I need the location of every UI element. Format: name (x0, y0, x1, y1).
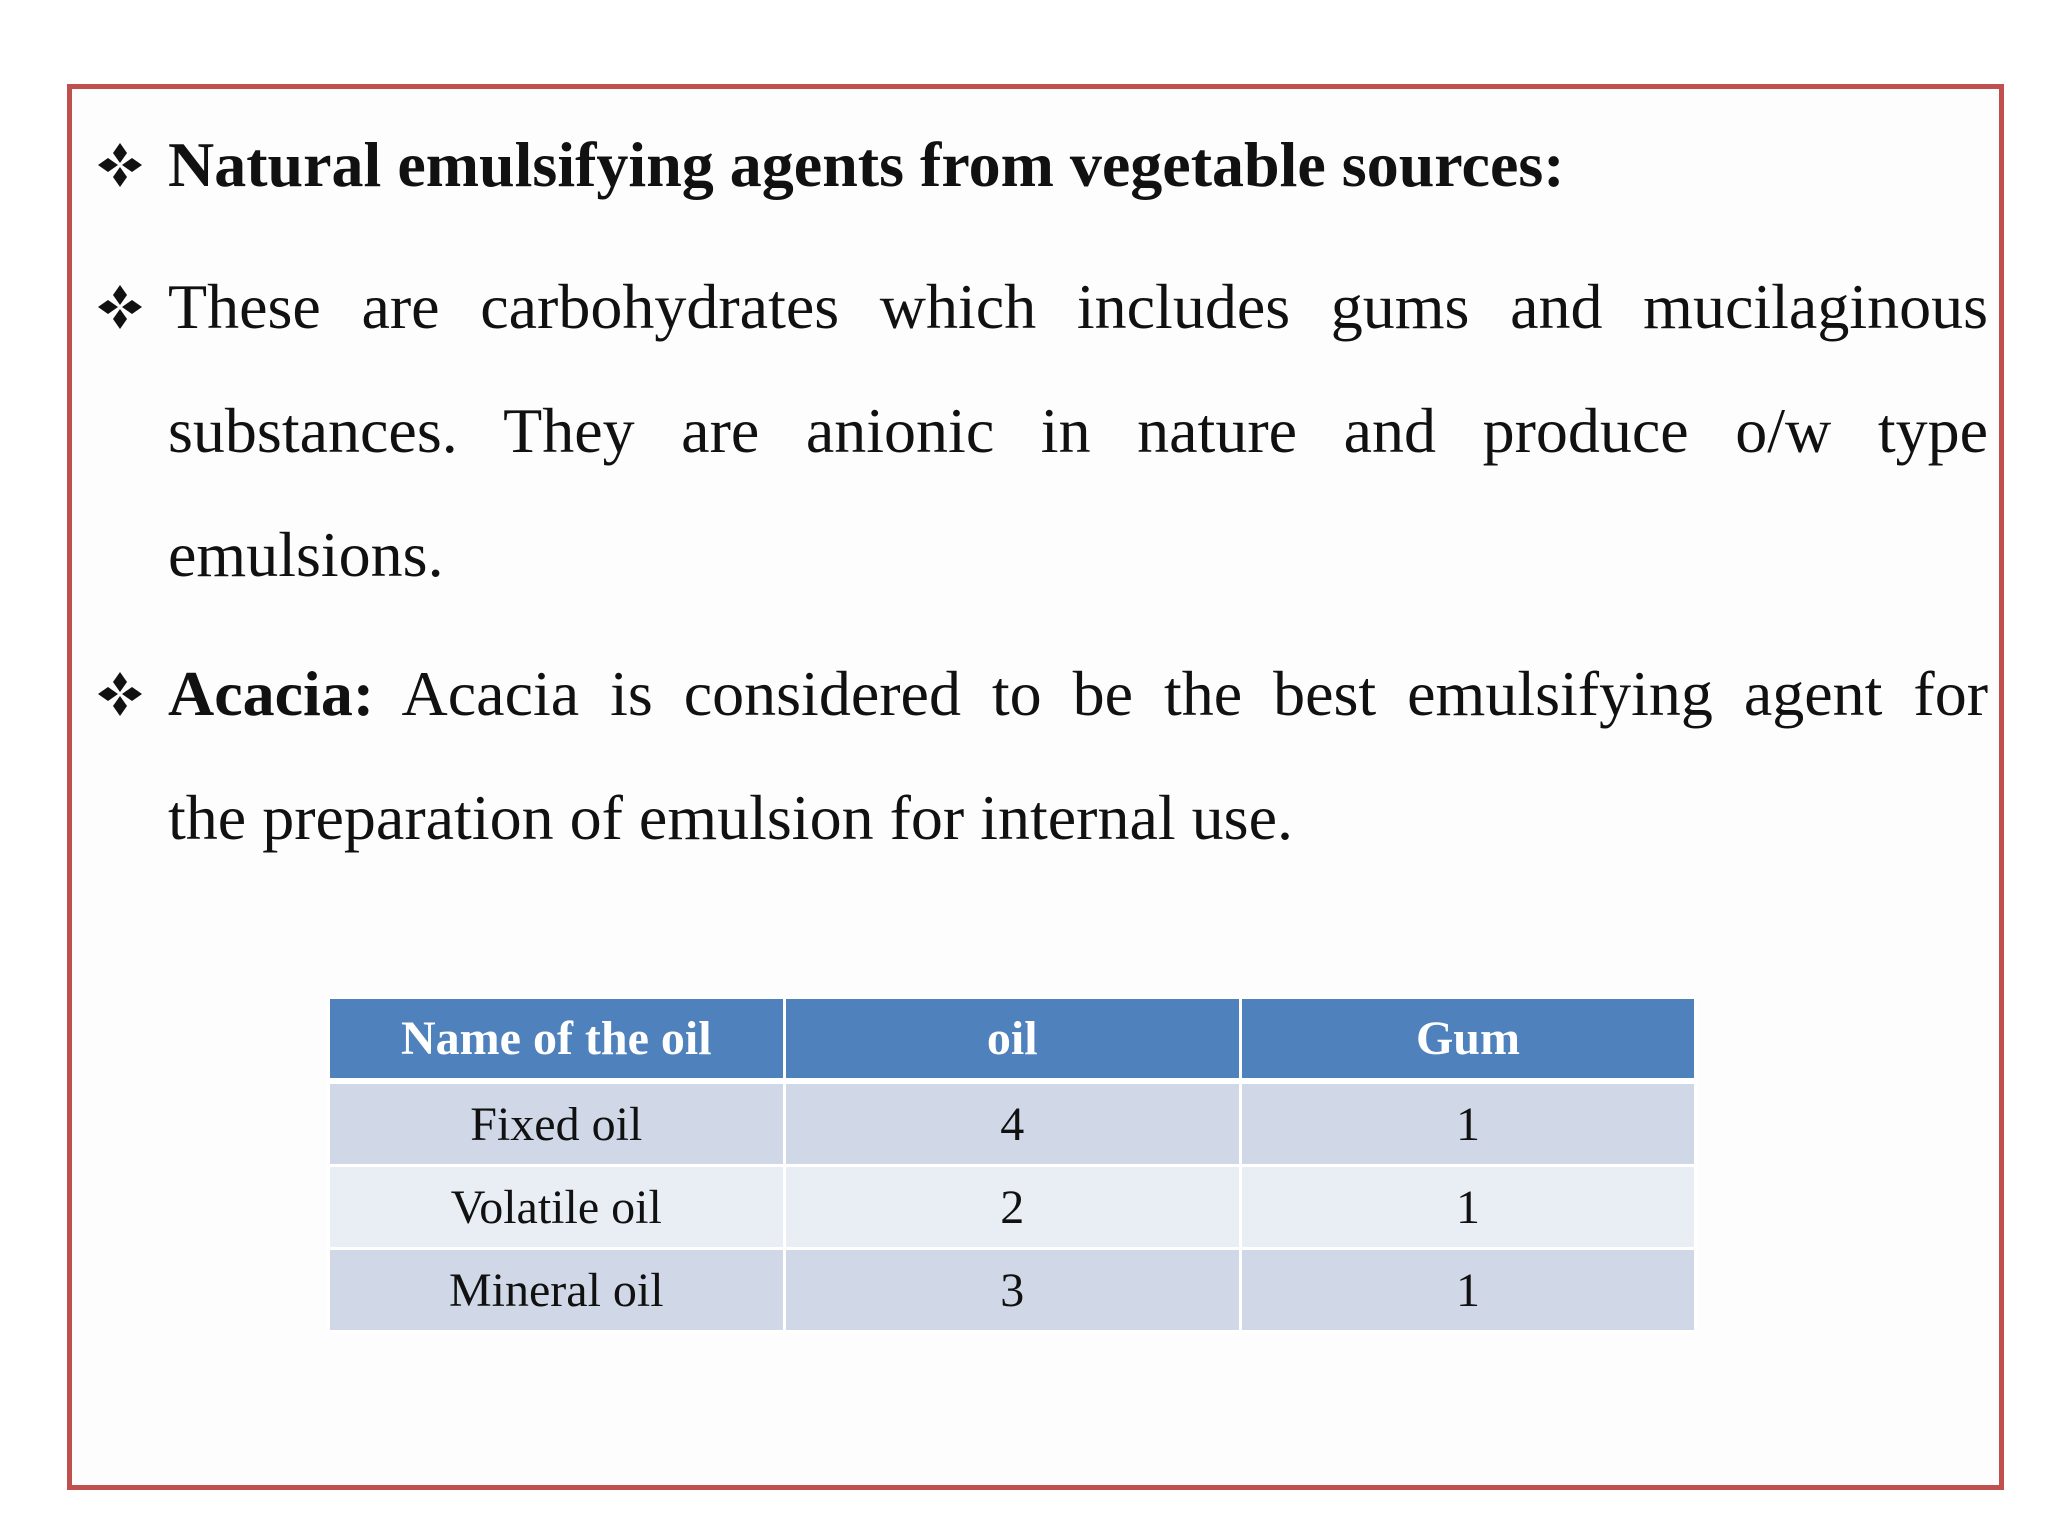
section-heading: Natural emulsifying agents from vegetable sources: (168, 129, 1565, 200)
acacia-text (168, 632, 1988, 880)
cell-oil-name: Volatile oil (329, 1166, 785, 1249)
header-oil: oil (784, 998, 1240, 1082)
oil-gum-ratio-table (327, 996, 1697, 1333)
cell-oil-parts: 2 (784, 1166, 1240, 1249)
header-name-of-oil: Name of the oil (329, 998, 785, 1082)
paragraph-line: emulsions. (168, 519, 444, 590)
cell-oil-parts: 4 (784, 1081, 1240, 1166)
table-row (329, 1081, 1696, 1166)
cell-gum-parts: 1 (1240, 1166, 1695, 1249)
acacia-label: Acacia: (168, 658, 375, 729)
cell-gum-parts: 1 (1240, 1081, 1695, 1166)
acacia-line-2: the preparation of emulsion for internal use. (168, 782, 1293, 853)
diamond-bullet-icon (96, 670, 144, 718)
diamond-bullet-icon (96, 283, 144, 331)
header-gum: Gum (1240, 998, 1695, 1082)
paragraph-text (168, 245, 1988, 617)
paragraph-line: These are carbohydrates which includes gums and mucilaginous (168, 271, 1988, 342)
cell-oil-name: Mineral oil (329, 1249, 785, 1332)
table-header-row (329, 998, 1696, 1082)
table-row (329, 1249, 1696, 1332)
cell-oil-name: Fixed oil (329, 1081, 785, 1166)
cell-oil-parts: 3 (784, 1249, 1240, 1332)
paragraph-line: substances. They are anionic in nature and produce o/w type (168, 395, 1988, 466)
diamond-bullet-icon (96, 141, 144, 189)
acacia-line (168, 632, 1988, 756)
cell-gum-parts: 1 (1240, 1249, 1695, 1332)
table-row (329, 1166, 1696, 1249)
acacia-line-1: Acacia is considered to be the best emulsifying agent for (374, 658, 1988, 729)
